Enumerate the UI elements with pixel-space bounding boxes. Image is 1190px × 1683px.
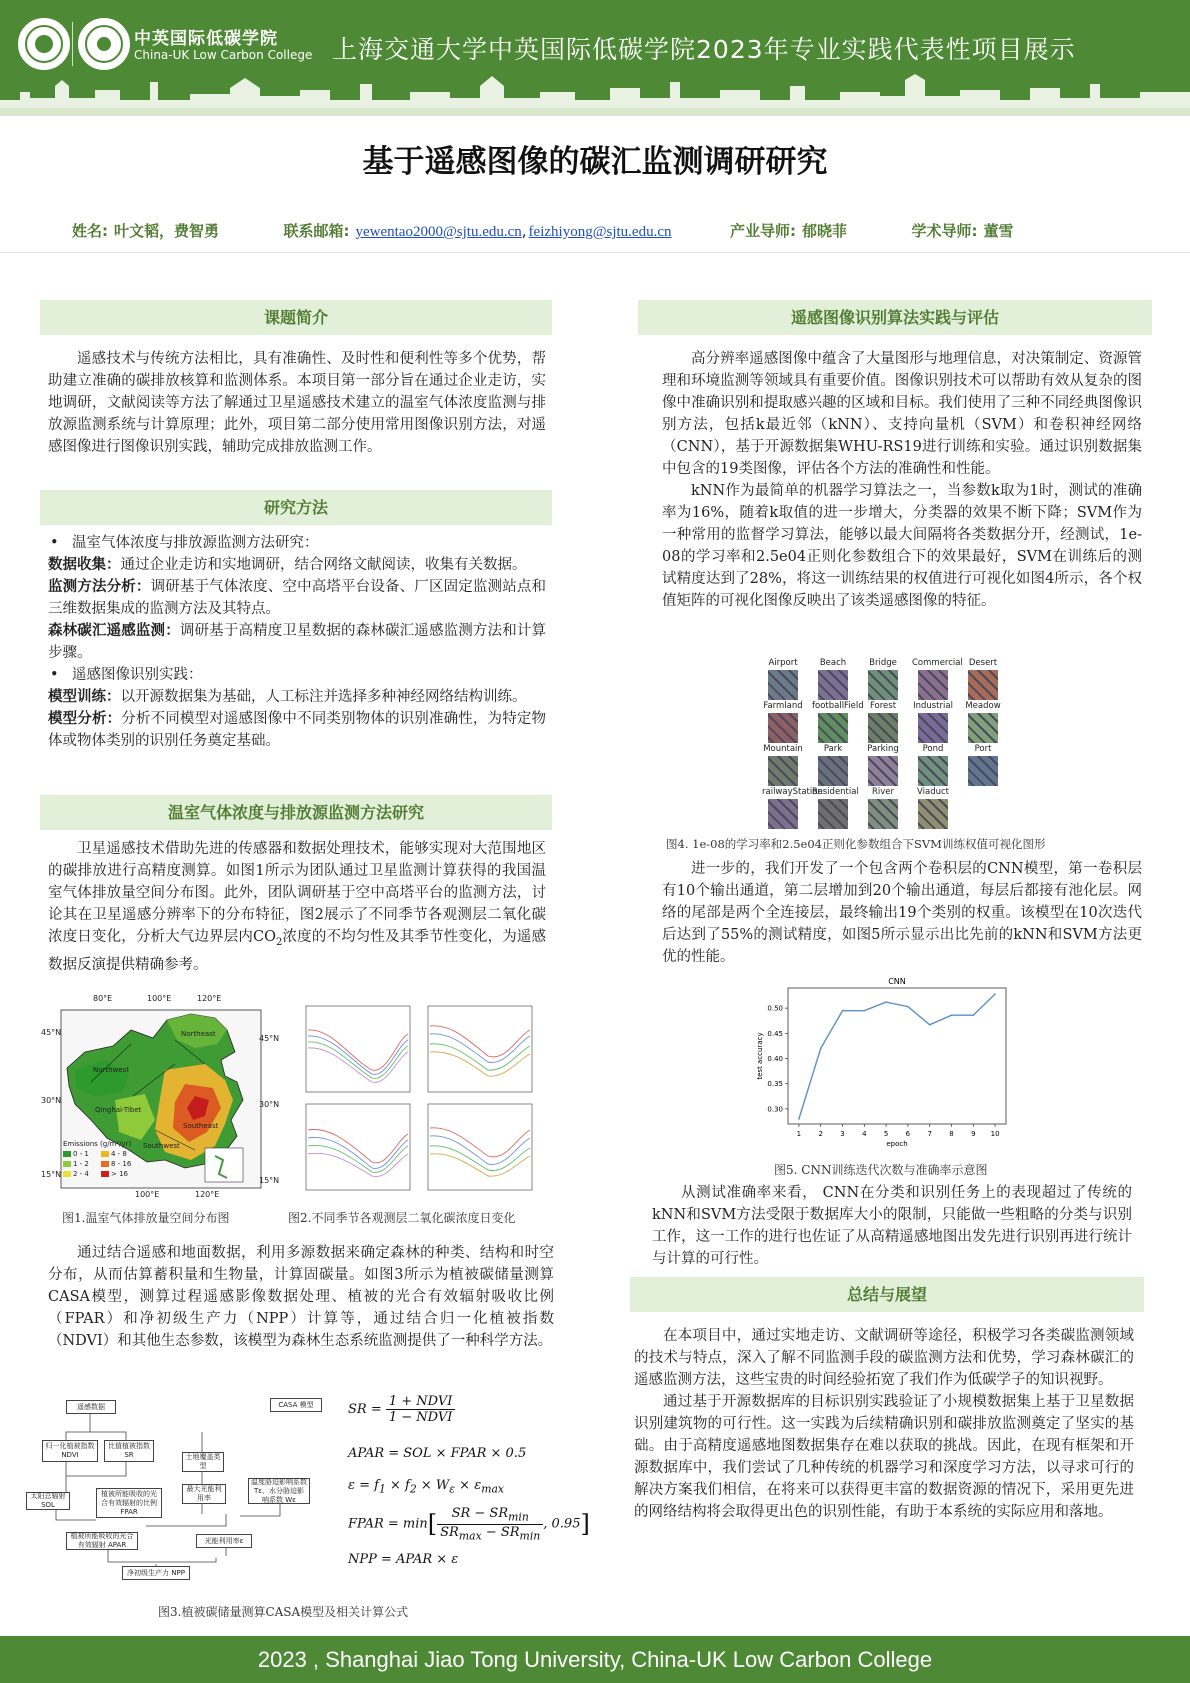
svm-weight-image [868,713,898,743]
flow-box-casa-model: CASA 模型 [270,1398,322,1412]
algo-paragraph-2: kNN作为最简单的机器学习算法之一，当参数k取为1时，测试的准确率为16%，随着k取值的进一步增大，分类器的效果不断下降；SVM作为一种常用的监督学习算法，能够以最大间隔将各类数据分开，经测试，1e-08的学习率和2.5e04正则化参数组合下的效果最好，SVM在训练后的测试精度达到了28%，将这一训练结果的权值进行可视化如图4所示，各个权值矩阵的可视化图像反映出了该类遥感图像的特征。 [662,483,1142,609]
algo-text-3 [662,858,1142,968]
svm-weight-image [768,756,798,786]
x-tick-label: 7 [927,1130,932,1138]
map-lon-label-100: 100°E [147,994,172,1003]
cnn-accuracy-point [842,1010,844,1012]
cnn-accuracy-point [951,1014,953,1016]
cnn-accuracy-point [973,1014,975,1016]
map-lat-label-45: 45°N [41,1028,62,1037]
methods-item-5-text: 分析不同模型对遥感图像中不同类别物体的识别准确性，为特定物体或物体类别的识别任务奠定基础。 [48,711,547,749]
svm-weight-image [768,713,798,743]
svm-weight-image [768,799,798,829]
chart-plot-area [788,988,1006,1124]
algo-paragraph-1: 高分辨率遥感图像中蕴含了大量图形与地理信息，对决策制定、资源管理和环境监测等领域具有重要价值。图像识别技术可以帮助有效从复杂的图像中准确识别和提取感兴趣的区域和目标。我们使用了三种不同经典图像识别方法，包括k最近邻（kNN）、支持向量机（SVM）和卷积神经网络（CNN），基于开源数据集WHU-RS19进行训练和实验。通过识别数据集中包含的19类图像，评估各个方法的准确性和性能。 [662,351,1142,477]
methods-item-4-label: 模型训练： [48,688,121,705]
methods-text [48,532,546,752]
methods-item-3-label: 森林碳汇遥感监测： [48,622,180,639]
methods-item-2-text: 调研基于气体浓度、空中高塔平台设备、厂区固定监测站点和三维数据集成的监测方法及其特点。 [48,579,546,617]
map-legend-label: > 16 [111,1170,128,1178]
email-link-1[interactable]: yewentao2000@sjtu.edu.cn [355,224,522,240]
casa-paragraph: 通过结合遥感和地面数据，利用多源数据来确定森林的种类、结构和时空分布，从而估算蓄积量和生物量，计算固碳量。如图3所示为植被碳储量测算CASA模型，测算过程遥感影像数据处理、植被的光合有效辐射吸收比例（FPAR）和净初级生产力（NPP）计算等，通过结合归一化植被指数（NDVI）和其他生态参数，该模型为森林生态系统监测提供了一种科学方法。 [48,1245,554,1349]
cnn-accuracy-chart [748,972,1018,1160]
svm-class-label: Forest [869,701,897,711]
map-legend-swatch [101,1171,109,1177]
svm-weight-image [968,670,998,700]
x-tick-label: 5 [883,1130,889,1138]
svm-weight-thumbnail [762,658,804,700]
svm-weight-thumbnail [862,787,904,829]
cnn-accuracy-point [864,1010,866,1012]
map-legend-label: 0 - 1 [73,1150,89,1158]
map-region-southeast: Southeast [183,1122,219,1130]
college-name-en: China-UK Low Carbon College [134,48,313,62]
summary-paragraph-1: 在本项目中，通过实地走访、文献调研等途径，积极学习各类碳监测领域的技术与特点，深入了解不同监测手段的碳监测方法和优势，学习森林碳汇的遥感监测方法，这些宝贵的时间经验拓宽了我们作为低碳学子的知识视野。 [634,1328,1134,1388]
chart-y-axis-label: test accuracy [756,1032,764,1080]
svm-weight-thumbnail [912,787,954,829]
map-region-northeast: Northeast [181,1030,216,1038]
figure-1-emission-map [41,994,280,1199]
flow-box-fpar: 植被所能吸收的光合有效辐射的比例 FPAR [96,1488,162,1518]
ghg-text-part-b: 浓度的不均匀性及其季节性变化，为遥感数据反演提供精确参考。 [48,929,546,973]
methods-item-2-label: 监测方法分析： [48,578,151,595]
svm-weight-thumbnail [862,744,904,786]
svm-class-label: Desert [968,658,998,668]
svm-weight-thumbnail [912,701,954,743]
ghg-text [48,838,546,976]
y-tick-label: 0.30 [767,1105,783,1114]
intro-text [48,348,546,458]
methods-item-2 [48,576,546,620]
figure-4-caption: 图4. 1e-08的学习率和2.5e04正则化参数组合下SVM训练权值可视化图形 [666,837,1046,851]
svm-class-label: Port [974,744,992,754]
svm-class-label: Commercial [912,658,963,668]
algo-text-4 [652,1182,1132,1270]
figure-1-caption: 图1.温室气体排放量空间分布图 [62,1211,230,1225]
industry-mentor: 郁晓菲 [801,222,847,240]
svm-weight-image [818,713,848,743]
poster-header [0,0,1190,116]
svm-weight-image [818,799,848,829]
author-line [72,220,1132,241]
svm-class-label: Meadow [965,701,1001,711]
panel-2 [428,1006,532,1092]
section-heading-methods: 研究方法 [40,490,552,525]
flow-box-npp: 净初级生产力 NPP [122,1566,190,1580]
map-legend-item [101,1160,139,1168]
summary-text [634,1325,1134,1523]
svm-weight-thumbnail [862,658,904,700]
svm-class-label: Beach [819,658,847,668]
section-heading-intro: 课题简介 [40,300,552,335]
y-tick-label: 0.45 [767,1029,783,1038]
map-lon-label-80: 80°E [93,994,113,1003]
map-lon-label-120: 120°E [197,994,222,1003]
svm-weight-thumbnail [862,701,904,743]
map-legend-swatch [101,1151,109,1157]
svm-weight-thumbnail [812,744,854,786]
campus-skyline-decoration [0,70,1190,116]
author-names: 叶文韬，费智勇 [114,222,220,240]
map-lat-right-45: 45°N [259,1034,280,1043]
svm-weight-image [968,713,998,743]
header-title: 上海交通大学中英国际低碳学院2023年专业实践代表性项目展示 [332,35,1076,64]
x-tick-label: 1 [796,1130,802,1138]
panel-4 [428,1104,532,1190]
casa-text [48,1242,554,1352]
map-legend-swatch [63,1151,71,1157]
co2-subscript: 2 [276,936,283,948]
map-region-qinghai-tibet: Qinghai-Tibet [95,1106,142,1114]
y-tick-label: 0.40 [767,1055,783,1064]
map-legend-item [101,1170,139,1178]
svm-weight-image [918,713,948,743]
formula-apar: APAR = SOL × FPAR × 0.5 [348,1446,527,1461]
formula-fpar: FPAR = min[ $\frac{SR - SR_{min}}{SR_{max} - SR_{min}}$ , 0.95] [348,1506,590,1543]
map-legend-swatch [101,1161,109,1167]
flow-box-light-efficiency: 光能利用率ε [196,1534,252,1548]
methods-item-5 [48,708,546,752]
map-legend-label: 8 - 16 [111,1160,132,1168]
cnn-accuracy-point [885,1001,887,1003]
svm-weight-thumbnail [962,744,1004,786]
figure-3-caption: 图3.植被碳储量测算CASA模型及相关计算公式 [158,1605,409,1619]
methods-item-4 [48,686,546,708]
methods-item-1 [48,554,546,576]
svm-weight-thumbnail [762,701,804,743]
poster-footer: 2023 , Shanghai Jiao Tong University, China-UK Low Carbon College [0,1636,1190,1683]
svm-class-label: Airport [768,658,798,668]
summary-paragraph-2: 通过基于开源数据库的目标识别实践验证了小规模数据集上基于卫星数据识别建筑物的可行性。这一实践为后续精确识别和碳排放监测奠定了坚实的基础。由于高精度遥感地图数据集存在难以获取的挑战。因此，在现有框架和开源数据库中，我们尝试了几种传统的机器学习和深度学习方法，以寻求可行的解决方案我们相信，在将来可以获得更丰富的数据资源的情况下，采用更先进的网络结构将会取得更出色的识别性能，有助于本系统的实际应用和落地。 [634,1394,1134,1520]
map-lat-right-15: 15°N [259,1176,280,1185]
formula-npp: NPP = APAR × ε [348,1552,459,1567]
x-tick-label: 2 [818,1130,823,1138]
map-legend-item [63,1170,101,1178]
email-label: 联系邮箱: [283,222,350,240]
svm-class-label: Park [823,744,843,754]
section-heading-algorithm: 遥感图像识别算法实践与评估 [638,300,1152,335]
flow-box-remote-sensing: 遥感数据 [66,1400,116,1414]
figure-2-co2-daily-variation [292,1000,542,1198]
svm-weight-image [868,756,898,786]
map-legend-label: 2 - 4 [73,1170,89,1178]
chart-x-axis-label: epoch [886,1140,908,1148]
formula-sr: SR = $\frac{\text{1 + NDVI}}{\text{1 − NDVI}}$ [348,1394,455,1425]
svm-weight-image [818,670,848,700]
flow-box-sr: 比值植被指数 SR [104,1440,154,1462]
methods-item-3-text: 调研基于高精度卫星数据的森林碳汇遥感监测方法和计算步骤。 [48,623,547,661]
svm-weight-thumbnail [812,658,854,700]
svm-class-label: Farmland [763,701,803,711]
title-divider [0,252,1190,253]
panel-3 [306,1104,410,1190]
svm-weight-thumbnail [962,701,1004,743]
svm-class-label: Parking [867,744,899,754]
svm-class-label: Mountain [763,744,803,754]
email-separator: , [521,222,527,240]
figure-5-cnn-chart [748,972,1018,1160]
svm-class-label: Bridge [869,658,897,668]
svm-weight-image [918,799,948,829]
map-lon-bottom-120: 120°E [195,1190,220,1199]
methods-item-3 [48,620,546,664]
map-legend-item [63,1160,101,1168]
svm-weight-thumbnail [962,658,1004,700]
poster-title: 基于遥感图像的碳汇监测调研研究 [362,144,828,180]
map-legend-title: Emissions (g/m²/yr) [63,1140,132,1148]
figure-3-casa-flowchart [26,1396,334,1586]
map-legend-label: 1 - 2 [73,1160,89,1168]
map-legend-item [101,1150,139,1158]
cnn-accuracy-point [820,1048,822,1050]
map-legend-label: 4 - 8 [111,1150,127,1158]
svm-class-label: railwayStation [762,787,823,797]
x-tick-label: 4 [862,1130,867,1138]
svm-class-label: Pond [922,744,944,754]
ghg-text-part-a: 卫星遥感技术借助先进的传感器和数据处理技术，能够实现对大范围地区的碳排放进行高精度测算。如图1所示为团队通过卫星监测计算获得的我国温室气体排放量空间分布图。此外，团队调研基于空中高塔平台的监测方法，讨论其在卫星遥感分辨率下的分布特征，图2展示了不同季节各观测层二氧化碳浓度日变化，分析大气边界层内CO [48,841,546,945]
flow-box-sol: 太阳总辐射 SOL [26,1492,70,1510]
academic-mentor-label: 学术导师: [911,222,978,240]
svm-weight-image [868,799,898,829]
map-lat-label-15: 15°N [41,1170,62,1179]
logo-separator [72,22,73,66]
x-tick-label: 3 [840,1130,845,1138]
y-tick-label: 0.50 [767,1004,783,1013]
figure-2-caption: 图2.不同季节各观测层二氧化碳浓度日变化 [288,1211,516,1225]
algo-text-1 [662,348,1142,612]
map-legend [63,1140,139,1178]
svm-weight-image [768,670,798,700]
svm-class-label: River [871,787,895,797]
svm-weight-thumbnail [912,658,963,700]
college-logo [78,18,130,70]
svm-weight-image [868,670,898,700]
name-label: 姓名: [72,222,108,240]
algo-paragraph-3: 进一步的，我们开发了一个包含两个卷积层的CNN模型，第一卷积层有10个输出通道，第二层增加到20个输出通道，每层后都接有池化层。网络的尾部是两个全连接层，最终输出19个类别的权重。该模型在10次迭代后达到了55%的测试精度，如图5所示显示出比先前的kNN和SVM方法更优的性能。 [662,861,1142,965]
x-tick-label: 6 [905,1130,911,1138]
methods-item-1-text: 通过企业走访和实地调研，结合网络文献阅读，收集有关数据。 [120,557,527,573]
svm-class-label: Industrial [913,701,953,711]
cnn-accuracy-point [798,1118,800,1120]
email-link-2[interactable]: feizhiyong@sjtu.edu.cn [528,224,672,240]
cnn-accuracy-point [994,993,996,995]
flow-box-max-efficiency: 最大光能利用率 [182,1484,226,1504]
flow-box-stress-coefficients: 温度胁迫影响系数 Tε、水分胁迫影响系数 Wε [248,1478,310,1504]
chart-title: CNN [888,977,906,986]
x-tick-label: 9 [971,1130,976,1138]
cnn-accuracy-point [929,1024,931,1026]
college-name-cn: 中英国际低碳学院 [134,29,278,49]
map-lat-right-30: 30°N [259,1100,280,1109]
map-legend-swatch [63,1171,71,1177]
ghg-paragraph [48,838,546,976]
x-tick-label: 8 [949,1130,954,1138]
map-lon-bottom-100: 100°E [135,1190,160,1199]
svm-weight-thumbnail [762,787,823,829]
figure-5-caption: 图5. CNN训练迭代次数与准确率示意图 [774,1163,988,1177]
algo-paragraph-4: 从测试准确率来看， CNN在分类和识别任务上的表现超过了传统的kNN和SVM方法受限于数据库大小的限制，只能做一些粗略的分类与识别工作，这一工作的进行也佐证了从高精遥感地图出发先进行识别再进行统计与计算的可行性。 [652,1185,1132,1267]
flow-box-apar: 植被所能吸收的光合有效辐射 APAR [66,1532,138,1550]
svm-class-label: footballField [812,701,864,711]
y-tick-label: 0.35 [767,1080,783,1089]
svm-weight-image [918,756,948,786]
methods-item-4-text: 以开源数据集为基础，人工标注并选择多种神经网络结构训练。 [120,689,527,705]
flow-box-land-cover: 土地覆盖类型 [182,1452,224,1472]
map-legend-swatch [63,1161,71,1167]
formula-epsilon: $\varepsilon = f_1 \times f_2 \times W_\varepsilon \times \varepsilon_{max}$ [348,1478,505,1496]
svm-weight-image [918,670,948,700]
svm-class-label: Viaduct [917,787,949,797]
flow-box-ndvi: 归一化植被指数 NDVI [42,1440,98,1462]
section-heading-ghg: 温室气体浓度与排放源监测方法研究 [40,795,552,830]
map-region-southwest: Southwest [143,1142,180,1150]
academic-mentor: 董雪 [983,222,1014,240]
intro-paragraph: 遥感技术与传统方法相比，具有准确性、及时性和便利性等多个优势，帮助建立准确的碳排放核算和监测体系。本项目第一部分旨在通过企业走访，实地调研，文献阅读等方法了解通过卫星遥感技术建立的温室气体浓度监测与排放源监测系统与计算原理；此外，项目第二部分使用常用图像识别方法，对遥感图像进行图像识别实践，辅助完成排放监测工作。 [48,351,546,455]
map-legend-item [63,1150,101,1158]
x-tick-label: 10 [990,1130,1000,1138]
svm-weight-thumbnail [912,744,954,786]
panel-1 [306,1006,410,1092]
svm-class-label: Residential [812,787,859,797]
map-region-northwest: Northwest [93,1066,130,1074]
methods-item-5-label: 模型分析： [48,710,122,727]
methods-item-1-label: 数据收集： [48,556,121,573]
map-lat-label-30: 30°N [41,1096,62,1105]
svm-weight-thumbnail [812,787,859,829]
methods-bullet-2: • 遥感图像识别实践： [48,664,546,686]
sjtu-seal-logo [18,18,70,70]
svm-weight-image [968,756,998,786]
cnn-accuracy-point [907,1006,909,1008]
section-heading-summary: 总结与展望 [630,1277,1144,1312]
svm-weight-image [818,756,848,786]
svm-weight-thumbnail [812,701,864,743]
industry-mentor-label: 产业导师: [729,222,796,240]
svm-weight-thumbnail [762,744,804,786]
methods-bullet-1: • 温室气体浓度与排放源监测方法研究： [48,532,546,554]
